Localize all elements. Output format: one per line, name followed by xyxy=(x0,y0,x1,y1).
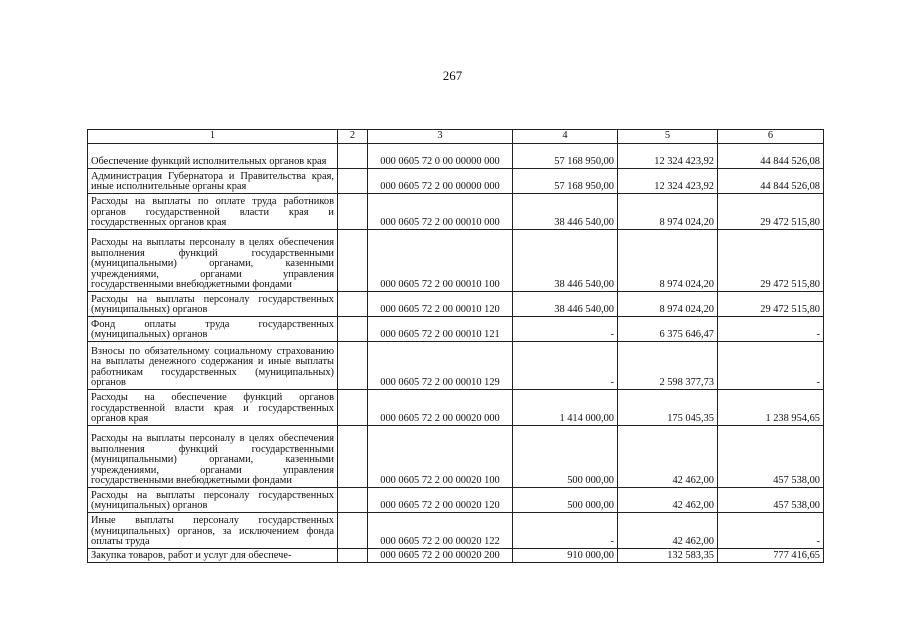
row-col5: 8 974 024,20 xyxy=(618,292,718,317)
row-col6: 457 538,00 xyxy=(718,488,824,513)
row-name: Взносы по обязательному социальному страхованию на выплаты денежного содержания и иные выплаты работникам государственных (муниципальных) органов xyxy=(88,342,338,390)
table-row xyxy=(88,317,824,342)
row-col4: 1 414 000,00 xyxy=(513,390,618,426)
row-col4: 57 168 950,00 xyxy=(513,169,618,194)
row-name: Расходы на обеспечение функций органов государственной власти края и государственных органов края xyxy=(88,390,338,426)
header-col-2: 2 xyxy=(338,130,368,144)
row-code: 000 0605 72 2 00 00020 120 xyxy=(368,488,513,513)
row-col4: 38 446 540,00 xyxy=(513,292,618,317)
row-col2 xyxy=(338,488,368,513)
row-col2 xyxy=(338,144,368,169)
table-row xyxy=(88,549,824,563)
row-code: 000 0605 72 2 00 00020 200 xyxy=(368,549,513,563)
row-name: Иные выплаты персоналу государственных (муниципальных) органов, за исключением фонда оплаты труда xyxy=(88,513,338,549)
table-row xyxy=(88,426,824,488)
table-row xyxy=(88,342,824,390)
row-col4: 910 000,00 xyxy=(513,549,618,563)
row-col6: - xyxy=(718,513,824,549)
row-code: 000 0605 72 2 00 00020 100 xyxy=(368,426,513,488)
row-col6: 29 472 515,80 xyxy=(718,292,824,317)
row-code: 000 0605 72 2 00 00010 000 xyxy=(368,194,513,230)
row-name: Закупка товаров, работ и услуг для обеспече- xyxy=(88,549,338,563)
table-row xyxy=(88,144,824,169)
row-col5: 12 324 423,92 xyxy=(618,169,718,194)
row-col5: 175 045,35 xyxy=(618,390,718,426)
row-col2 xyxy=(338,390,368,426)
row-col4: 500 000,00 xyxy=(513,426,618,488)
header-col-6: 6 xyxy=(718,130,824,144)
table-row xyxy=(88,194,824,230)
table-row xyxy=(88,292,824,317)
table-body xyxy=(88,144,824,563)
row-col5: 6 375 646,47 xyxy=(618,317,718,342)
row-col2 xyxy=(338,169,368,194)
row-col4: - xyxy=(513,342,618,390)
row-col6: - xyxy=(718,342,824,390)
row-col2 xyxy=(338,317,368,342)
row-name: Расходы на выплаты персоналу государственных (муниципальных) органов xyxy=(88,292,338,317)
row-col5: 12 324 423,92 xyxy=(618,144,718,169)
row-col2 xyxy=(338,342,368,390)
row-col2 xyxy=(338,230,368,292)
row-col6: 777 416,65 xyxy=(718,549,824,563)
row-col5: 42 462,00 xyxy=(618,513,718,549)
row-col2 xyxy=(338,426,368,488)
row-code: 000 0605 72 2 00 00010 100 xyxy=(368,230,513,292)
row-col6: - xyxy=(718,317,824,342)
table-header xyxy=(88,130,824,144)
row-col5: 42 462,00 xyxy=(618,426,718,488)
table-row xyxy=(88,488,824,513)
row-code: 000 0605 72 2 00 00020 122 xyxy=(368,513,513,549)
row-col4: 500 000,00 xyxy=(513,488,618,513)
row-name: Расходы на выплаты персоналу в целях обеспечения выполнения функций государственными (муниципальными) органами, казенными учреждениями, органами управления государственными внебюджетными фондами xyxy=(88,426,338,488)
page-number: 267 xyxy=(442,68,463,83)
row-code: 000 0605 72 0 00 00000 000 xyxy=(368,144,513,169)
row-col6: 44 844 526,08 xyxy=(718,169,824,194)
row-col4: 57 168 950,00 xyxy=(513,144,618,169)
row-col4: - xyxy=(513,513,618,549)
row-col2 xyxy=(338,194,368,230)
header-col-4: 4 xyxy=(513,130,618,144)
budget-table xyxy=(87,129,824,563)
table-row xyxy=(88,390,824,426)
row-code: 000 0605 72 2 00 00000 000 xyxy=(368,169,513,194)
row-col6: 1 238 954,65 xyxy=(718,390,824,426)
row-col6: 29 472 515,80 xyxy=(718,230,824,292)
table-row xyxy=(88,513,824,549)
row-code: 000 0605 72 2 00 00010 129 xyxy=(368,342,513,390)
row-col5: 132 583,35 xyxy=(618,549,718,563)
table-row xyxy=(88,230,824,292)
row-name: Расходы на выплаты персоналу государственных (муниципальных) органов xyxy=(88,488,338,513)
row-col6: 457 538,00 xyxy=(718,426,824,488)
row-code: 000 0605 72 2 00 00010 120 xyxy=(368,292,513,317)
header-col-1: 1 xyxy=(88,130,338,144)
row-col5: 8 974 024,20 xyxy=(618,194,718,230)
header-col-3: 3 xyxy=(368,130,513,144)
row-col2 xyxy=(338,549,368,563)
row-name: Расходы на выплаты персоналу в целях обеспечения выполнения функций государственными (муниципальными) органами, казенными учреждениями, органами управления государственными внебюджетными фондами xyxy=(88,230,338,292)
row-name: Расходы на выплаты по оплате труда работников органов государственной власти края и государственных органов края xyxy=(88,194,338,230)
row-name: Администрация Губернатора и Правительства края, иные исполнительные органы края xyxy=(88,169,338,194)
row-code: 000 0605 72 2 00 00010 121 xyxy=(368,317,513,342)
row-col2 xyxy=(338,292,368,317)
row-col4: 38 446 540,00 xyxy=(513,194,618,230)
row-name: Фонд оплаты труда государственных (муниципальных) органов xyxy=(88,317,338,342)
row-col2 xyxy=(338,513,368,549)
row-col6: 44 844 526,08 xyxy=(718,144,824,169)
row-col6: 29 472 515,80 xyxy=(718,194,824,230)
row-col5: 8 974 024,20 xyxy=(618,230,718,292)
table-row xyxy=(88,169,824,194)
row-name: Обеспечение функций исполнительных органов края xyxy=(88,144,338,169)
header-col-5: 5 xyxy=(618,130,718,144)
row-col5: 42 462,00 xyxy=(618,488,718,513)
row-col4: 38 446 540,00 xyxy=(513,230,618,292)
row-col4: - xyxy=(513,317,618,342)
header-row xyxy=(88,130,824,144)
row-code: 000 0605 72 2 00 00020 000 xyxy=(368,390,513,426)
row-col5: 2 598 377,73 xyxy=(618,342,718,390)
